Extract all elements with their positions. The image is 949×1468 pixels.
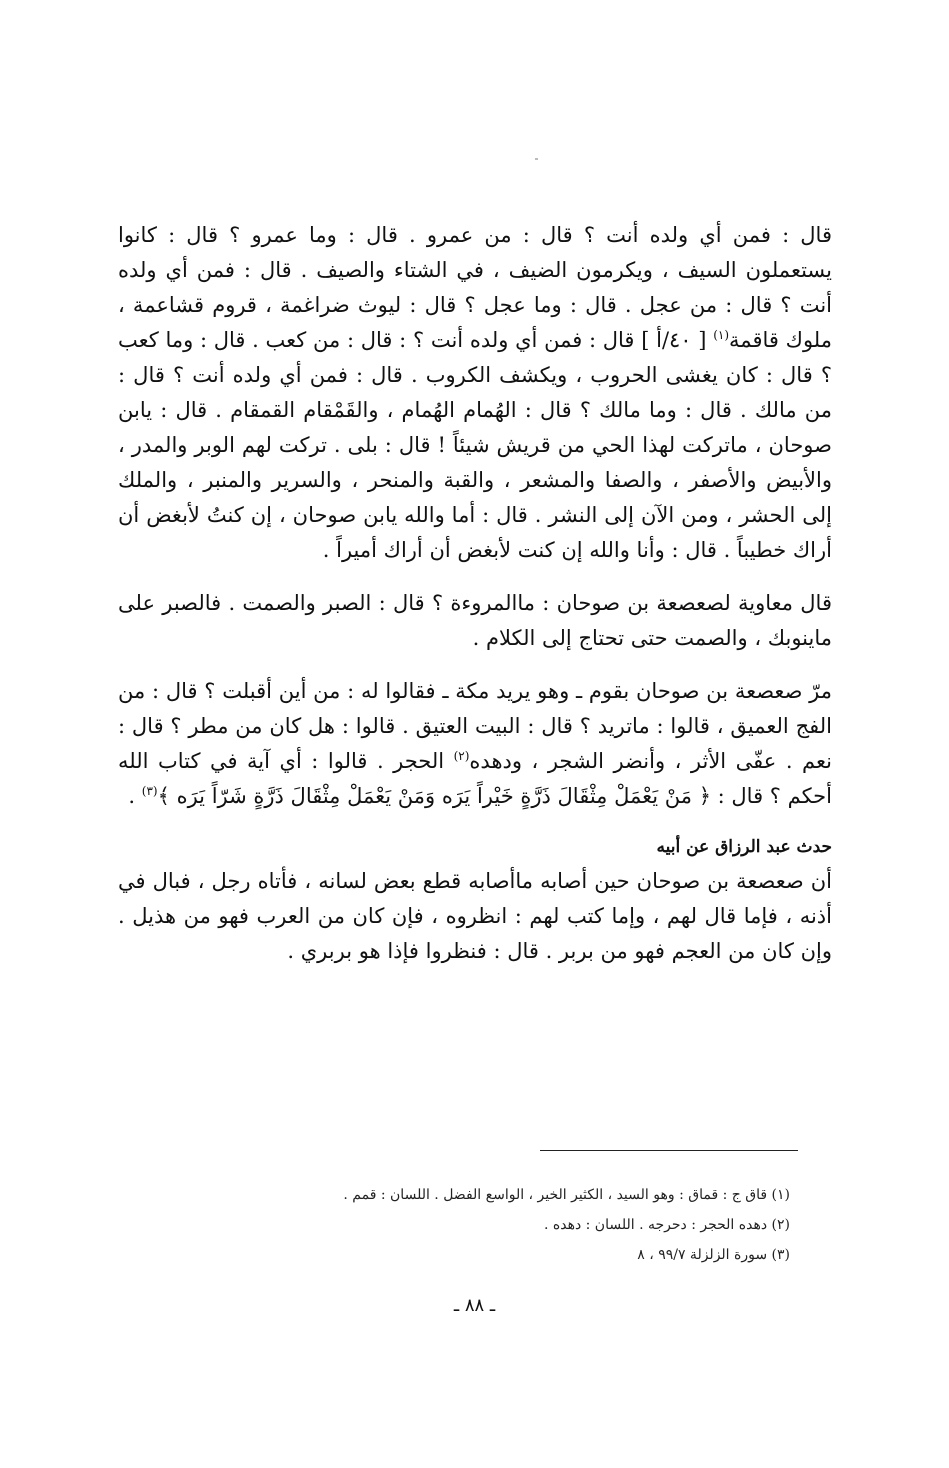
footnote-1: (١) قاق ج : قماق : وهو السيد ، الكثير الخير ، الواسع الفضل . اللسان : قمم . — [343, 1187, 790, 1203]
page-number: ـ ٨٨ ـ — [453, 1295, 496, 1316]
paragraph-1: قال : فمن أي ولده أنت ؟ قال : من عمرو . قال : وما عمرو ؟ قال : كانوا يستعملون السيف ، ويكرمون الضيف ، في الشتاء والصيف . قال : فمن أي ولده أنت ؟ قال : من عجل . قال : وما عجل ؟ قال : ليوث ضراغمة ، قروم قشاعمة ، ملوك قاقمة$^{(١)}$ [ ٤٠/أ ] قال : فمن أي ولده أنت ؟ : قال : من كعب . قال : وما كعب ؟ قال : كان يغشى الحروب ، ويكشف الكروب . قال : فمن أي ولده أنت ؟ قال : من مالك . قال : وما مالك ؟ قال : الهُمام الهُمام ، والقَمْقام القمقام . قال : يابن صوحان ، ماتركت لهذا الحي من قريش شيئاً ! قال : بلى . تركت لهم الوبر والمدر ، والأبيض والأصفر ، والصفا والمشعر ، والقبة والمنحر ، والسرير والمنبر ، والملك إلى الحشر ، ومن الآن إلى النشر . قال : أما والله يابن صوحان ، إن كنتُ لأبغض أن أراك خطيباً . قال : وأنا والله إن كنت لأبغض أن أراك أميراً . — [118, 223, 832, 562]
footnote-ref-1[interactable]: (١) — [713, 328, 730, 342]
page-body — [118, 218, 832, 969]
paragraph-3: مرّ صعصعة بن صوحان بقوم ـ وهو يريد مكة ـ فقالوا له : من أين أقبلت ؟ قال : من الفج العميق ، قالوا : ماتريد ؟ قال : البيت العتيق . قالوا : هل كان من مطر ؟ قال : نعم . عفّى الأثر ، وأنضر الشجر ، ودهده$^{(٢)}$ الحجر . قالوا : أي آية في كتاب الله أحكم ؟ قال : ﴿ مَنْ يَعْمَلْ مِثْقَالَ ذَرَّةٍ خَيْراً يَرَه وَمَنْ يَعْمَلْ مِثْقَالَ ذَرَّةٍ شَرّاً يَرَه ﴾$^{(٣)}$ . — [118, 679, 832, 808]
footnote-ref-2[interactable]: (٢) — [453, 749, 470, 763]
footnote-3: (٣) سورة الزلزلة ٩٩/٧ ، ٨ — [637, 1247, 790, 1263]
footnote-ref-3[interactable]: (٣) — [141, 784, 158, 798]
scan-speck — [535, 158, 538, 160]
paragraph-2: قال معاوية لصعصعة بن صوحان : ماالمروءة ؟ قال : الصبر والصمت . فالصبر على ماينوبك ، والصمت حتى تحتاج إلى الكلام . — [118, 591, 832, 650]
paragraph-4: أن صعصعة بن صوحان حين أصابه ماأصابه قطع بعض لسانه ، فأتاه رجل ، فبال في أذنه ، فإما قال لهم ، وإما كتب لهم : انظروه ، فإن كان من العرب فهو من هذيل . وإن كان من العجم فهو من بربر . قال : فنظروا فإذا هو بربري . — [118, 869, 832, 963]
footnotes — [300, 1180, 790, 1270]
folio-marker: [ ٤٠/أ ] — [634, 328, 714, 352]
section-heading: حدث عبد الرزاق عن أبيه — [656, 837, 832, 857]
footnote-divider — [540, 1150, 798, 1151]
footnote-2: (٢) دهده الحجر : دحرجه . اللسان : دهده . — [543, 1217, 790, 1233]
